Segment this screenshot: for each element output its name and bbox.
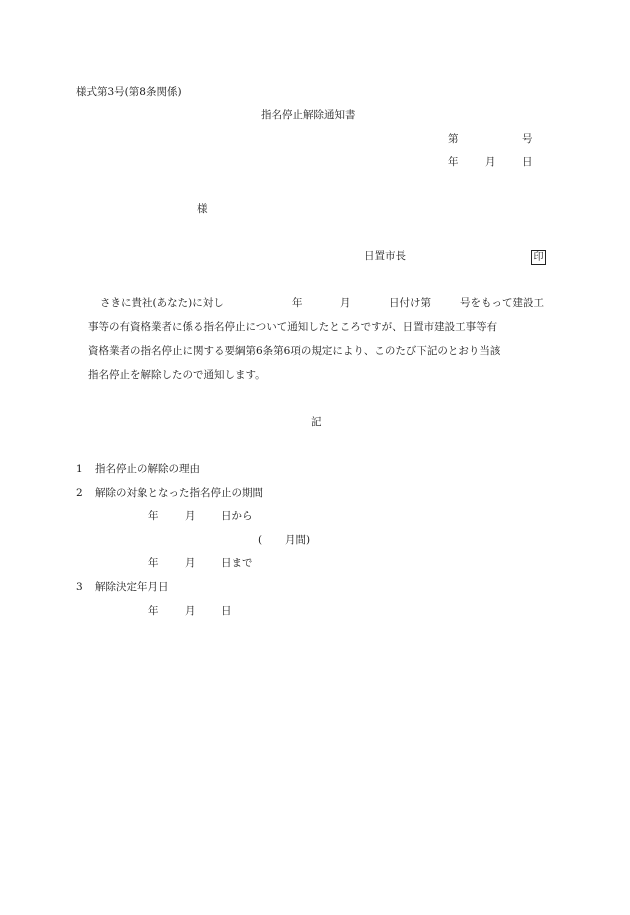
body-line-1-month: 月: [340, 297, 351, 309]
item-2-label: 解除の対象となった指名停止の期間: [95, 487, 263, 499]
doc-number-suffix: 号: [522, 133, 533, 145]
body-line-3: 資格業者の指名停止に関する要綱第6条第6項の規定により、このたび下記のとおり当該: [88, 345, 501, 357]
body-line-1b: 号をもって建設工: [460, 297, 544, 309]
item-3-day: 日: [221, 605, 232, 617]
item-3-year: 年: [148, 605, 159, 617]
sender: 日置市長: [364, 250, 406, 262]
item-1-number: 1: [76, 463, 83, 475]
body-line-4: 指名停止を解除したので通知します。: [88, 369, 266, 381]
item-1-label: 指名停止の解除の理由: [95, 463, 200, 475]
item-2-from-year: 年: [148, 510, 159, 522]
item-3-number: 3: [76, 581, 83, 593]
item-2-to-day: 日まで: [221, 557, 253, 569]
body-line-1-day: 日付け第: [389, 297, 431, 309]
issue-date-month: 月: [485, 156, 496, 168]
doc-number-prefix: 第: [448, 133, 459, 145]
issue-date-year: 年: [448, 156, 459, 168]
item-2-from-day: 日から: [221, 510, 253, 522]
item-3-month: 月: [185, 605, 196, 617]
body-line-2: 事等の有資格業者に係る指名停止について通知したところですが、日置市建設工事等有: [88, 321, 498, 333]
body-line-1a: さきに貴社(あなた)に対し: [100, 297, 224, 309]
addressee-suffix: 様: [197, 203, 208, 215]
seal-mark: 印: [531, 250, 546, 265]
body-line-1-year: 年: [292, 297, 303, 309]
item-2-to-month: 月: [185, 557, 196, 569]
form-label: 様式第3号(第8条関係): [76, 86, 182, 98]
item-2-number: 2: [76, 487, 83, 499]
item-2-duration-months: 月間): [285, 534, 311, 546]
item-3-label: 解除決定年月日: [95, 581, 169, 593]
ki-heading: 記: [311, 416, 322, 428]
document-title: 指名停止解除通知書: [261, 109, 356, 121]
item-2-duration-open: (: [258, 534, 263, 546]
issue-date-day: 日: [522, 156, 533, 168]
item-2-to-year: 年: [148, 557, 159, 569]
item-2-from-month: 月: [185, 510, 196, 522]
